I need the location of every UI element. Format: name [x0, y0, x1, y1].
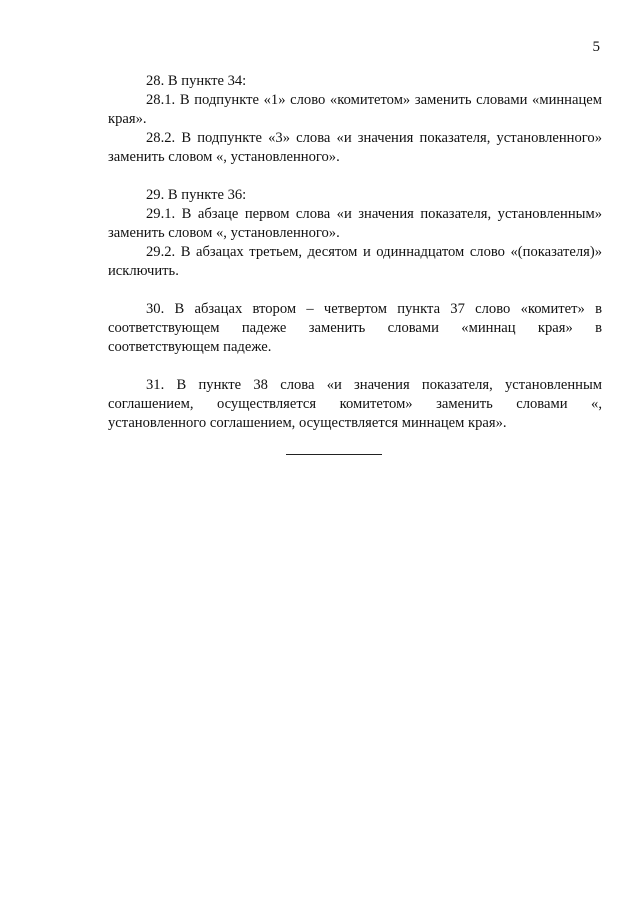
document-body — [108, 72, 602, 433]
item-30: 30. В абзацах втором – четвертом пункта 37 слово «комитет» в соответствующем падеже заменить словами «миннац края» в соответствующем падеже. — [108, 301, 602, 355]
spacer — [108, 357, 602, 376]
item-29-heading: 29. В пункте 36: — [146, 187, 247, 203]
item-29-2: 29.2. В абзацах третьем, десятом и одиннадцатом слово «(показателя)» исключить. — [108, 244, 602, 279]
item-28-2: 28.2. В подпункте «3» слова «и значения показателя, установленного» заменить словом «, установленного». — [108, 130, 602, 165]
item-28-heading: 28. В пункте 34: — [146, 73, 247, 89]
item-31: 31. В пункте 38 слова «и значения показателя, установленным соглашением, осуществляется комитетом» заменить словами «, установленного соглашением, осуществляется миннацем края». — [108, 377, 602, 431]
end-separator-line — [286, 454, 382, 455]
item-29-1: 29.1. В абзаце первом слова «и значения показателя, установленным» заменить словом «, установленного». — [108, 206, 602, 241]
page-number: 5 — [592, 39, 600, 55]
spacer — [108, 281, 602, 300]
spacer — [108, 167, 602, 186]
item-28-1: 28.1. В подпункте «1» слово «комитетом» заменить словами «миннацем края». — [108, 92, 602, 127]
